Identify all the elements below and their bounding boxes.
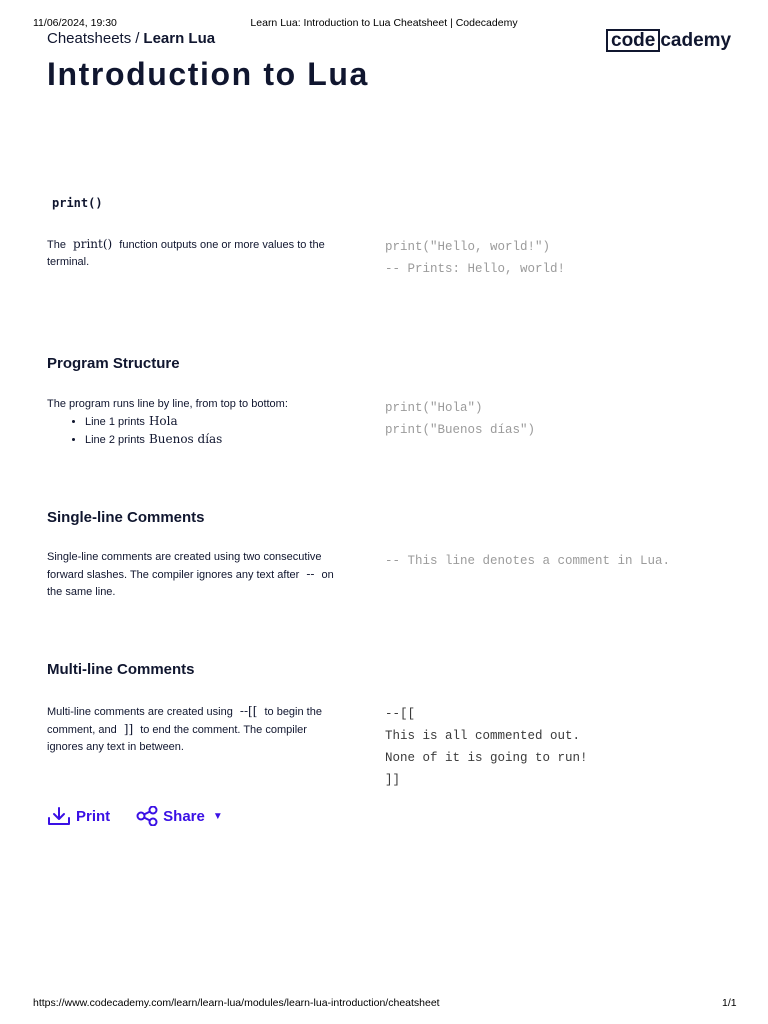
bullet-text: Line 1 prints [85, 416, 145, 428]
section-desc-multi [47, 703, 337, 756]
code-line: -- Prints: Hello, world! [385, 262, 566, 276]
breadcrumb [47, 30, 215, 47]
print-doc-title: Learn Lua: Introduction to Lua Cheatsheet | Codecademy [250, 17, 518, 29]
print-date: 11/06/2024, 19:30 [33, 17, 117, 29]
print-label: Print [76, 807, 111, 825]
print-button[interactable] [47, 806, 110, 826]
inline-code: --[[ [239, 704, 258, 718]
desc-text: to begin the comment, and [47, 706, 322, 736]
inline-code: print() [73, 237, 113, 251]
page-title: Introduction to Lua [47, 56, 369, 92]
code-line: print("Hello, world!") [385, 240, 551, 254]
codecademy-logo[interactable] [606, 29, 731, 52]
share-label: Share [163, 807, 205, 825]
section-desc-single [47, 549, 337, 601]
section-heading-single: Single-line Comments [47, 509, 205, 526]
share-button[interactable] [136, 806, 223, 826]
bullet-list [47, 413, 337, 449]
print-url: https://www.codecademy.com/learn/learn-lua/modules/learn-lua-introduction/cheatsheet [33, 997, 440, 1009]
desc-text: function outputs one or more values to the terminal. [47, 239, 325, 268]
cheatsheet-actions [47, 806, 223, 826]
print-page-number: 1/1 [722, 997, 737, 1009]
code-line: -- This line denotes a comment in Lua. [385, 554, 671, 568]
bullet-value: Buenos días [148, 432, 223, 446]
code-line: --[[ [385, 707, 416, 721]
code-block-print [385, 236, 565, 280]
code-line: ]] [385, 773, 401, 787]
code-block-multi [385, 703, 588, 791]
section-desc-structure [47, 396, 337, 449]
logo-rest-text: cademy [660, 29, 732, 51]
code-block-single [385, 550, 670, 572]
caret-down-icon: ▼ [212, 810, 223, 822]
bullet-value: Hola [148, 414, 178, 428]
bullet-text: Line 2 prints [85, 434, 145, 446]
code-block-structure [385, 397, 535, 441]
desc-text: to end the comment. The compiler ignores any text in between. [47, 724, 307, 753]
download-icon [47, 806, 71, 826]
breadcrumb-parent-link[interactable]: Cheatsheets [47, 30, 132, 47]
inline-code: ]] [123, 722, 134, 736]
desc-text: The program runs line by line, from top to bottom: [47, 398, 288, 410]
code-line: print("Buenos días") [385, 423, 536, 437]
desc-text: Multi-line comments are created using [47, 706, 233, 718]
section-heading-structure: Program Structure [47, 355, 180, 372]
desc-text: Single-line comments are created using two consecutive forward slashes. The compiler ignores any text after [47, 551, 322, 581]
code-line: This is all commented out. [385, 729, 581, 743]
code-line: print("Hola") [385, 401, 483, 415]
section-desc-print [47, 236, 337, 271]
share-icon [136, 806, 158, 826]
desc-text: The [47, 239, 66, 251]
list-item [85, 431, 337, 449]
list-item [85, 413, 337, 431]
desc-text: on the same line. [47, 569, 334, 598]
section-heading-multi: Multi-line Comments [47, 661, 195, 678]
section-heading-print: print() [52, 196, 103, 210]
breadcrumb-current-link[interactable]: Learn Lua [143, 30, 216, 47]
breadcrumb-separator: / [135, 30, 140, 47]
code-line: None of it is going to run! [385, 751, 588, 765]
inline-code: -- [306, 567, 315, 581]
logo-boxed-text: code [606, 29, 660, 52]
